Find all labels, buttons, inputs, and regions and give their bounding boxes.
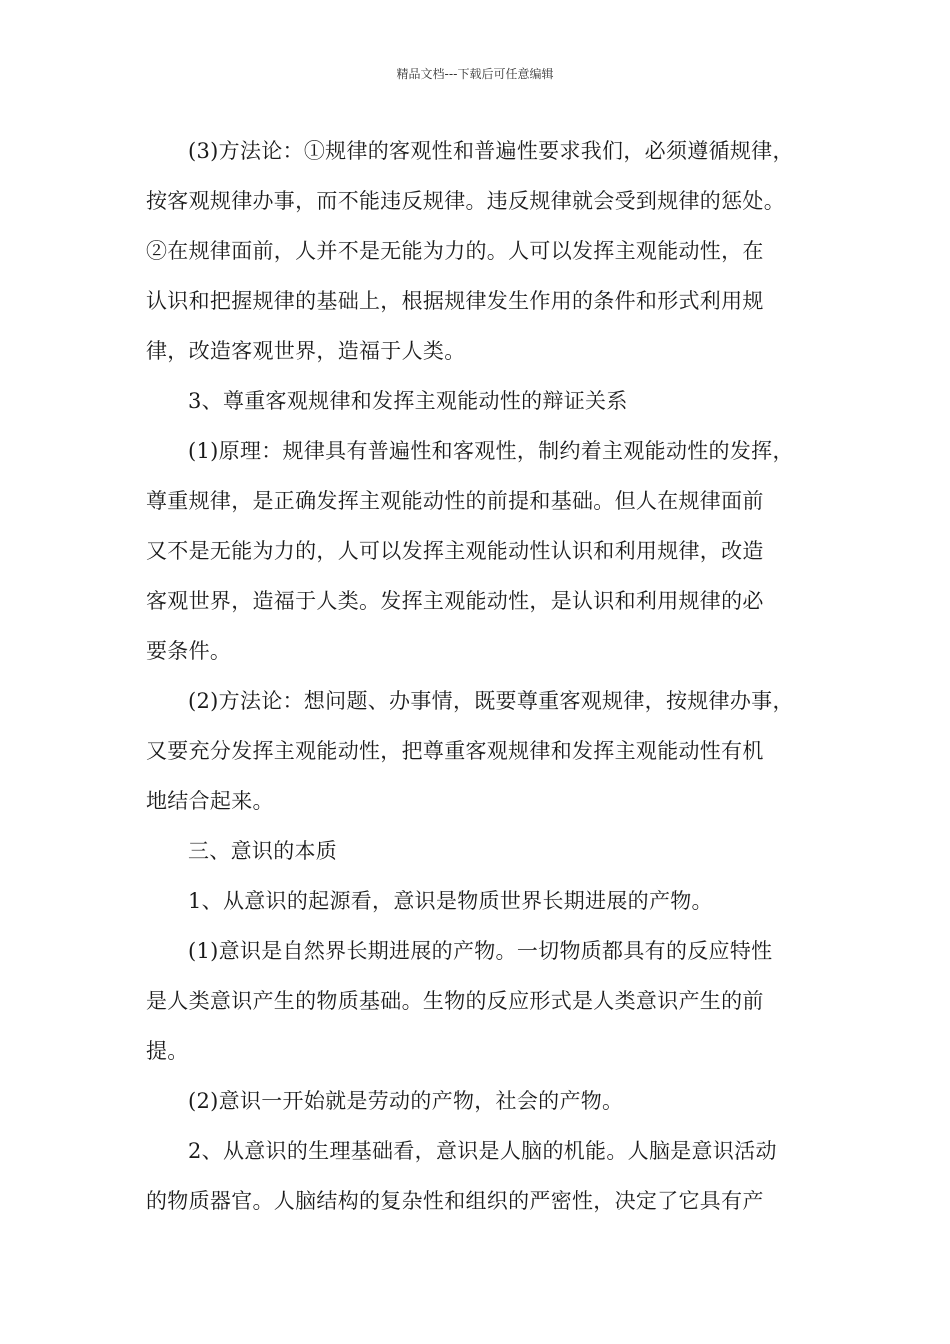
paragraph-methodology-3 [146,126,834,376]
paragraph-principle-1 [146,426,834,676]
text-line: 认识和把握规律的基础上，根据规律发生作用的条件和形式利用规 [146,289,764,313]
text-line: (2)意识一开始就是劳动的产物，社会的产物。 [188,1089,624,1113]
text-line: 地结合起来。 [146,789,274,813]
text-line: 按客观规律办事，而不能违反规律。违反规律就会受到规律的惩处。 [146,189,785,213]
text-line: (1)原理：规律具有普遍性和客观性，制约着主观能动性的发挥， [188,439,794,463]
paragraph-physiological-basis [146,1126,834,1226]
text-line: 2、从意识的生理基础看，意识是人脑的机能。人脑是意识活动 [188,1139,777,1163]
text-line: (2)方法论：想问题、办事情，既要尊重客观规律，按规律办事， [188,689,794,713]
text-line: 的物质器官。人脑结构的复杂性和组织的严密性，决定了它具有产 [146,1189,764,1213]
text-line: 尊重规律，是正确发挥主观能动性的前提和基础。但人在规律面前 [146,489,764,513]
paragraph-methodology-2 [146,676,834,826]
text-line: 是人类意识产生的物质基础。生物的反应形式是人类意识产生的前 [146,989,764,1013]
text-line: ②在规律面前，人并不是无能为力的。人可以发挥主观能动性，在 [146,239,764,263]
text-line: 要条件。 [146,639,232,663]
section-heading-consciousness [146,826,834,876]
document-body [146,126,834,1226]
text-line: 客观世界，造福于人类。发挥主观能动性，是认识和利用规律的必 [146,589,764,613]
subsection-heading-origin [146,876,834,926]
text-line: 又要充分发挥主观能动性，把尊重客观规律和发挥主观能动性有机 [146,739,764,763]
text-line: (3)方法论：①规律的客观性和普遍性要求我们，必须遵循规律， [188,139,794,163]
paragraph-labor-product [146,1076,834,1126]
text-line: 提。 [146,1039,189,1063]
text-line: 1、从意识的起源看，意识是物质世界长期进展的产物。 [188,889,713,913]
text-line: 三、意识的本质 [188,839,338,863]
text-line: (1)意识是自然界长期进展的产物。一切物质都具有的反应特性 [188,939,773,963]
text-line: 律，改造客观世界，造福于人类。 [146,339,466,363]
page-header: 精品文档---下载后可任意编辑 [396,67,554,81]
text-line: 3、尊重客观规律和发挥主观能动性的辩证关系 [188,389,628,413]
text-line: 又不是无能为力的，人可以发挥主观能动性认识和利用规律，改造 [146,539,764,563]
section-heading-3 [146,376,834,426]
paragraph-nature-product [146,926,834,1076]
